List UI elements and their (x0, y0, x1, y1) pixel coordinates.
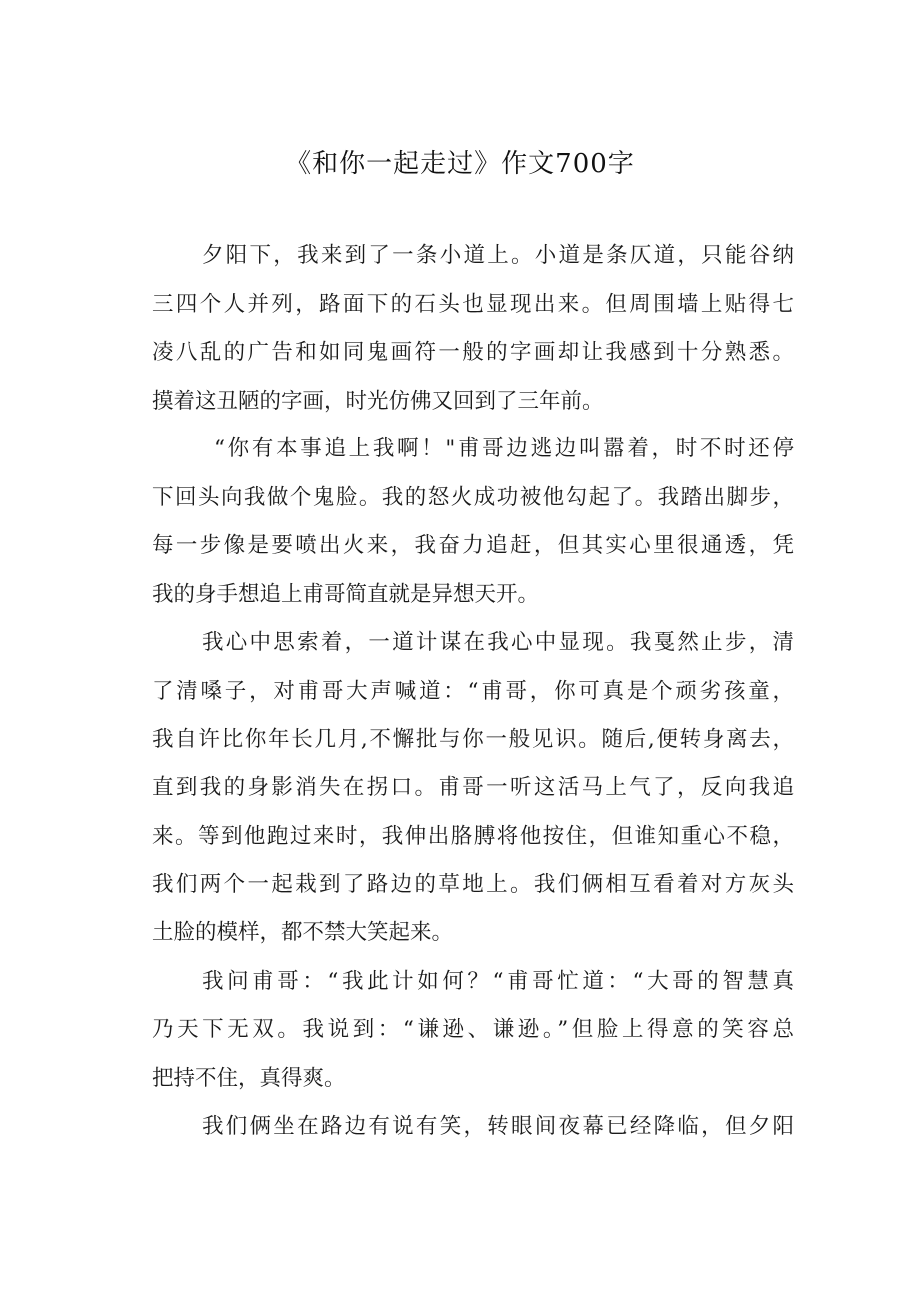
paragraph-line: 我们俩坐在路边有说有笑，转眼间夜幕已经降临，但夕阳 (202, 1114, 794, 1139)
paragraph-line: 夕阳下，我来到了一条小道上。小道是条仄道，只能谷纳 (202, 243, 794, 268)
paragraph-line: 每一步像是要喷出火来，我奋力追赶，但其实心里很通透，凭 (152, 533, 794, 558)
paragraph-line: 下回头向我做个鬼脸。我的怒火成功被他勾起了。我踏出脚步， (152, 485, 794, 510)
paragraph-line: 我问甫哥：“我此计如何？“甫哥忙道：“大哥的智慧真 (202, 969, 794, 994)
document-title: 《和你一起走过》作文700字 (285, 149, 635, 179)
paragraph-line: 三四个人并列，路面下的石头也显现出来。但周围墙上贴得七 (152, 292, 794, 317)
paragraph-line: 我们两个一起栽到了路边的草地上。我们俩相互看着对方灰头 (152, 872, 794, 897)
paragraph-line: 乃天下无双。我说到：“谦逊、谦逊。”但脸上得意的笑容总 (152, 1017, 794, 1042)
paragraph-line: 摸着这丑陋的字画，时光仿佛又回到了三年前。 (152, 389, 604, 414)
paragraph-line: 我的身手想追上甫哥简直就是异想天开。 (152, 582, 540, 607)
paragraph-line: 土脸的模样，都不禁大笑起来。 (152, 920, 454, 945)
paragraph-line: 我心中思索着，一道计谋在我心中显现。我戛然止步，清 (202, 630, 794, 655)
paragraph-line: 直到我的身影消失在拐口。甫哥一听这活马上气了，反向我追 (152, 775, 794, 800)
paragraph-line: 把持不住，真得爽。 (152, 1066, 346, 1091)
paragraph-line: 凌八乱的广告和如同鬼画符一般的字画却让我感到十分熟悉。 (152, 340, 794, 365)
paragraph-line: “你有本事追上我啊！"甫哥边逃边叫嚣着，时不时还停 (214, 436, 794, 461)
paragraph-line: 了清嗓子，对甫哥大声喊道：“甫哥，你可真是个顽劣孩童， (152, 679, 794, 704)
paragraph-line: 我自许比你年长几月,不懈批与你一般见识。随后,便转身离去， (152, 727, 794, 752)
paragraph-line: 来。等到他跑过来时，我伸出胳膊将他按住，但谁知重心不稳， (152, 824, 794, 849)
